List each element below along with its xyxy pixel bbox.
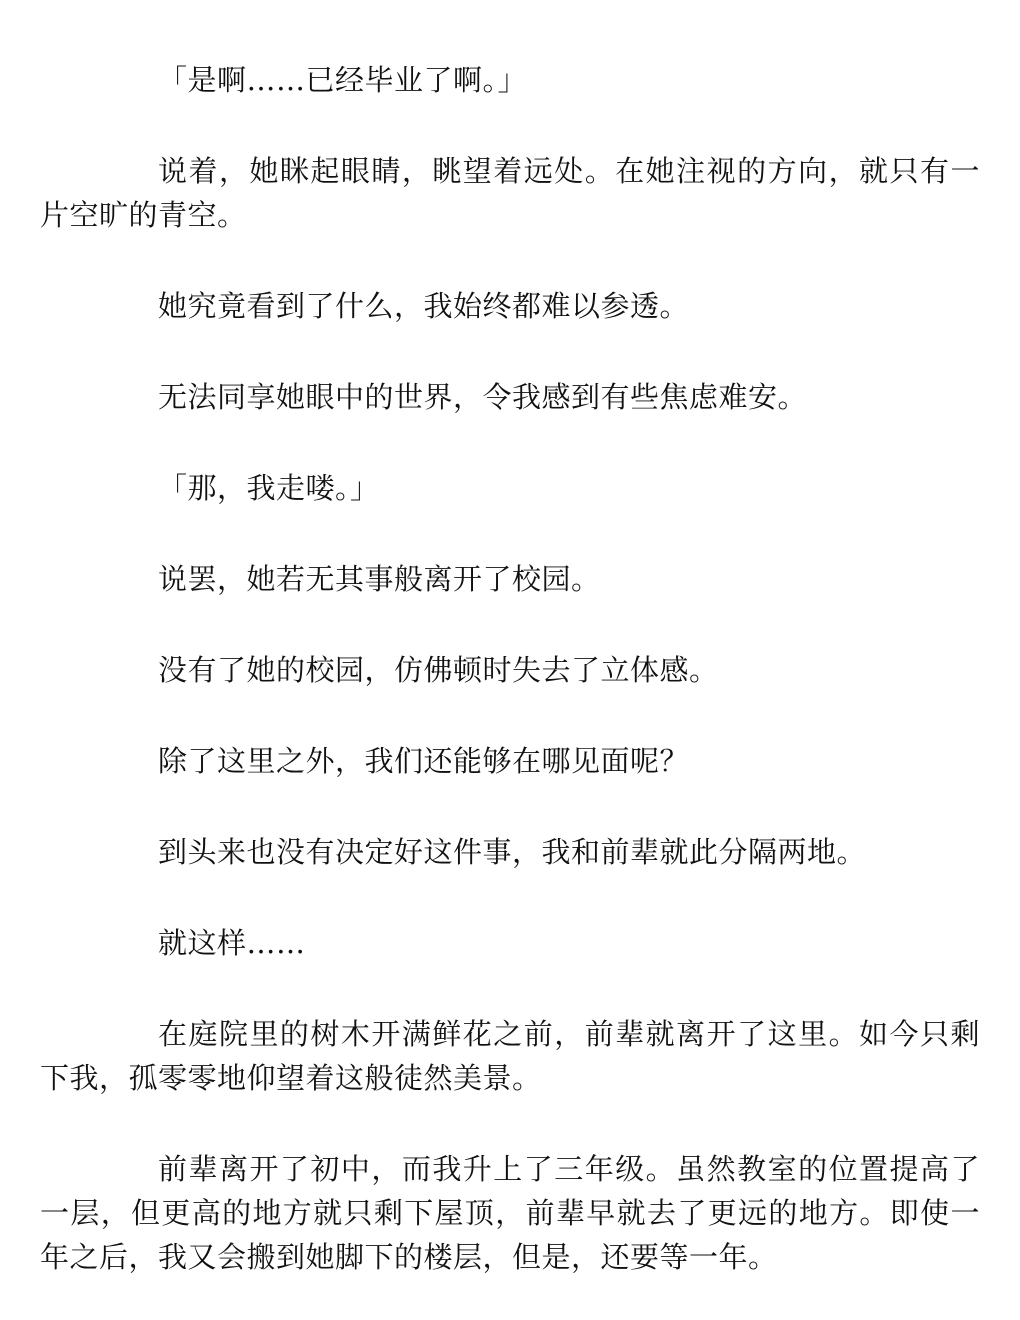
paragraph: 到头来也没有决定好这件事，我和前辈就此分隔两地。 — [158, 835, 867, 869]
paragraph: 「是啊……已经毕业了啊。」 — [158, 63, 528, 97]
paragraph: 就这样…… — [158, 926, 306, 960]
paragraph: 除了这里之外，我们还能够在哪见面呢？ — [158, 744, 690, 778]
paragraph: 说罢，她若无其事般离开了校园。 — [158, 562, 601, 596]
paragraph: 在庭院里的树木开满鲜花之前，前辈就离开了这里。如今只剩下我，孤零零地仰望着这般徒然美景。 — [40, 1017, 980, 1095]
paragraph: 她究竟看到了什么，我始终都难以参透。 — [158, 289, 690, 323]
paragraph: 前辈离开了初中，而我升上了三年级。虽然教室的位置提高了一层，但更高的地方就只剩下屋顶，前辈早就去了更远的地方。即使一年之后，我又会搬到她脚下的楼层，但是，还要等一年。 — [40, 1152, 980, 1274]
paragraph: 「那，我走喽。」 — [158, 471, 380, 505]
paragraph: 没有了她的校园，仿佛顿时失去了立体感。 — [158, 653, 719, 687]
paragraph: 无法同享她眼中的世界，令我感到有些焦虑难安。 — [158, 380, 808, 414]
paragraph: 说着，她眯起眼睛，眺望着远处。在她注视的方向，就只有一片空旷的青空。 — [40, 154, 980, 232]
